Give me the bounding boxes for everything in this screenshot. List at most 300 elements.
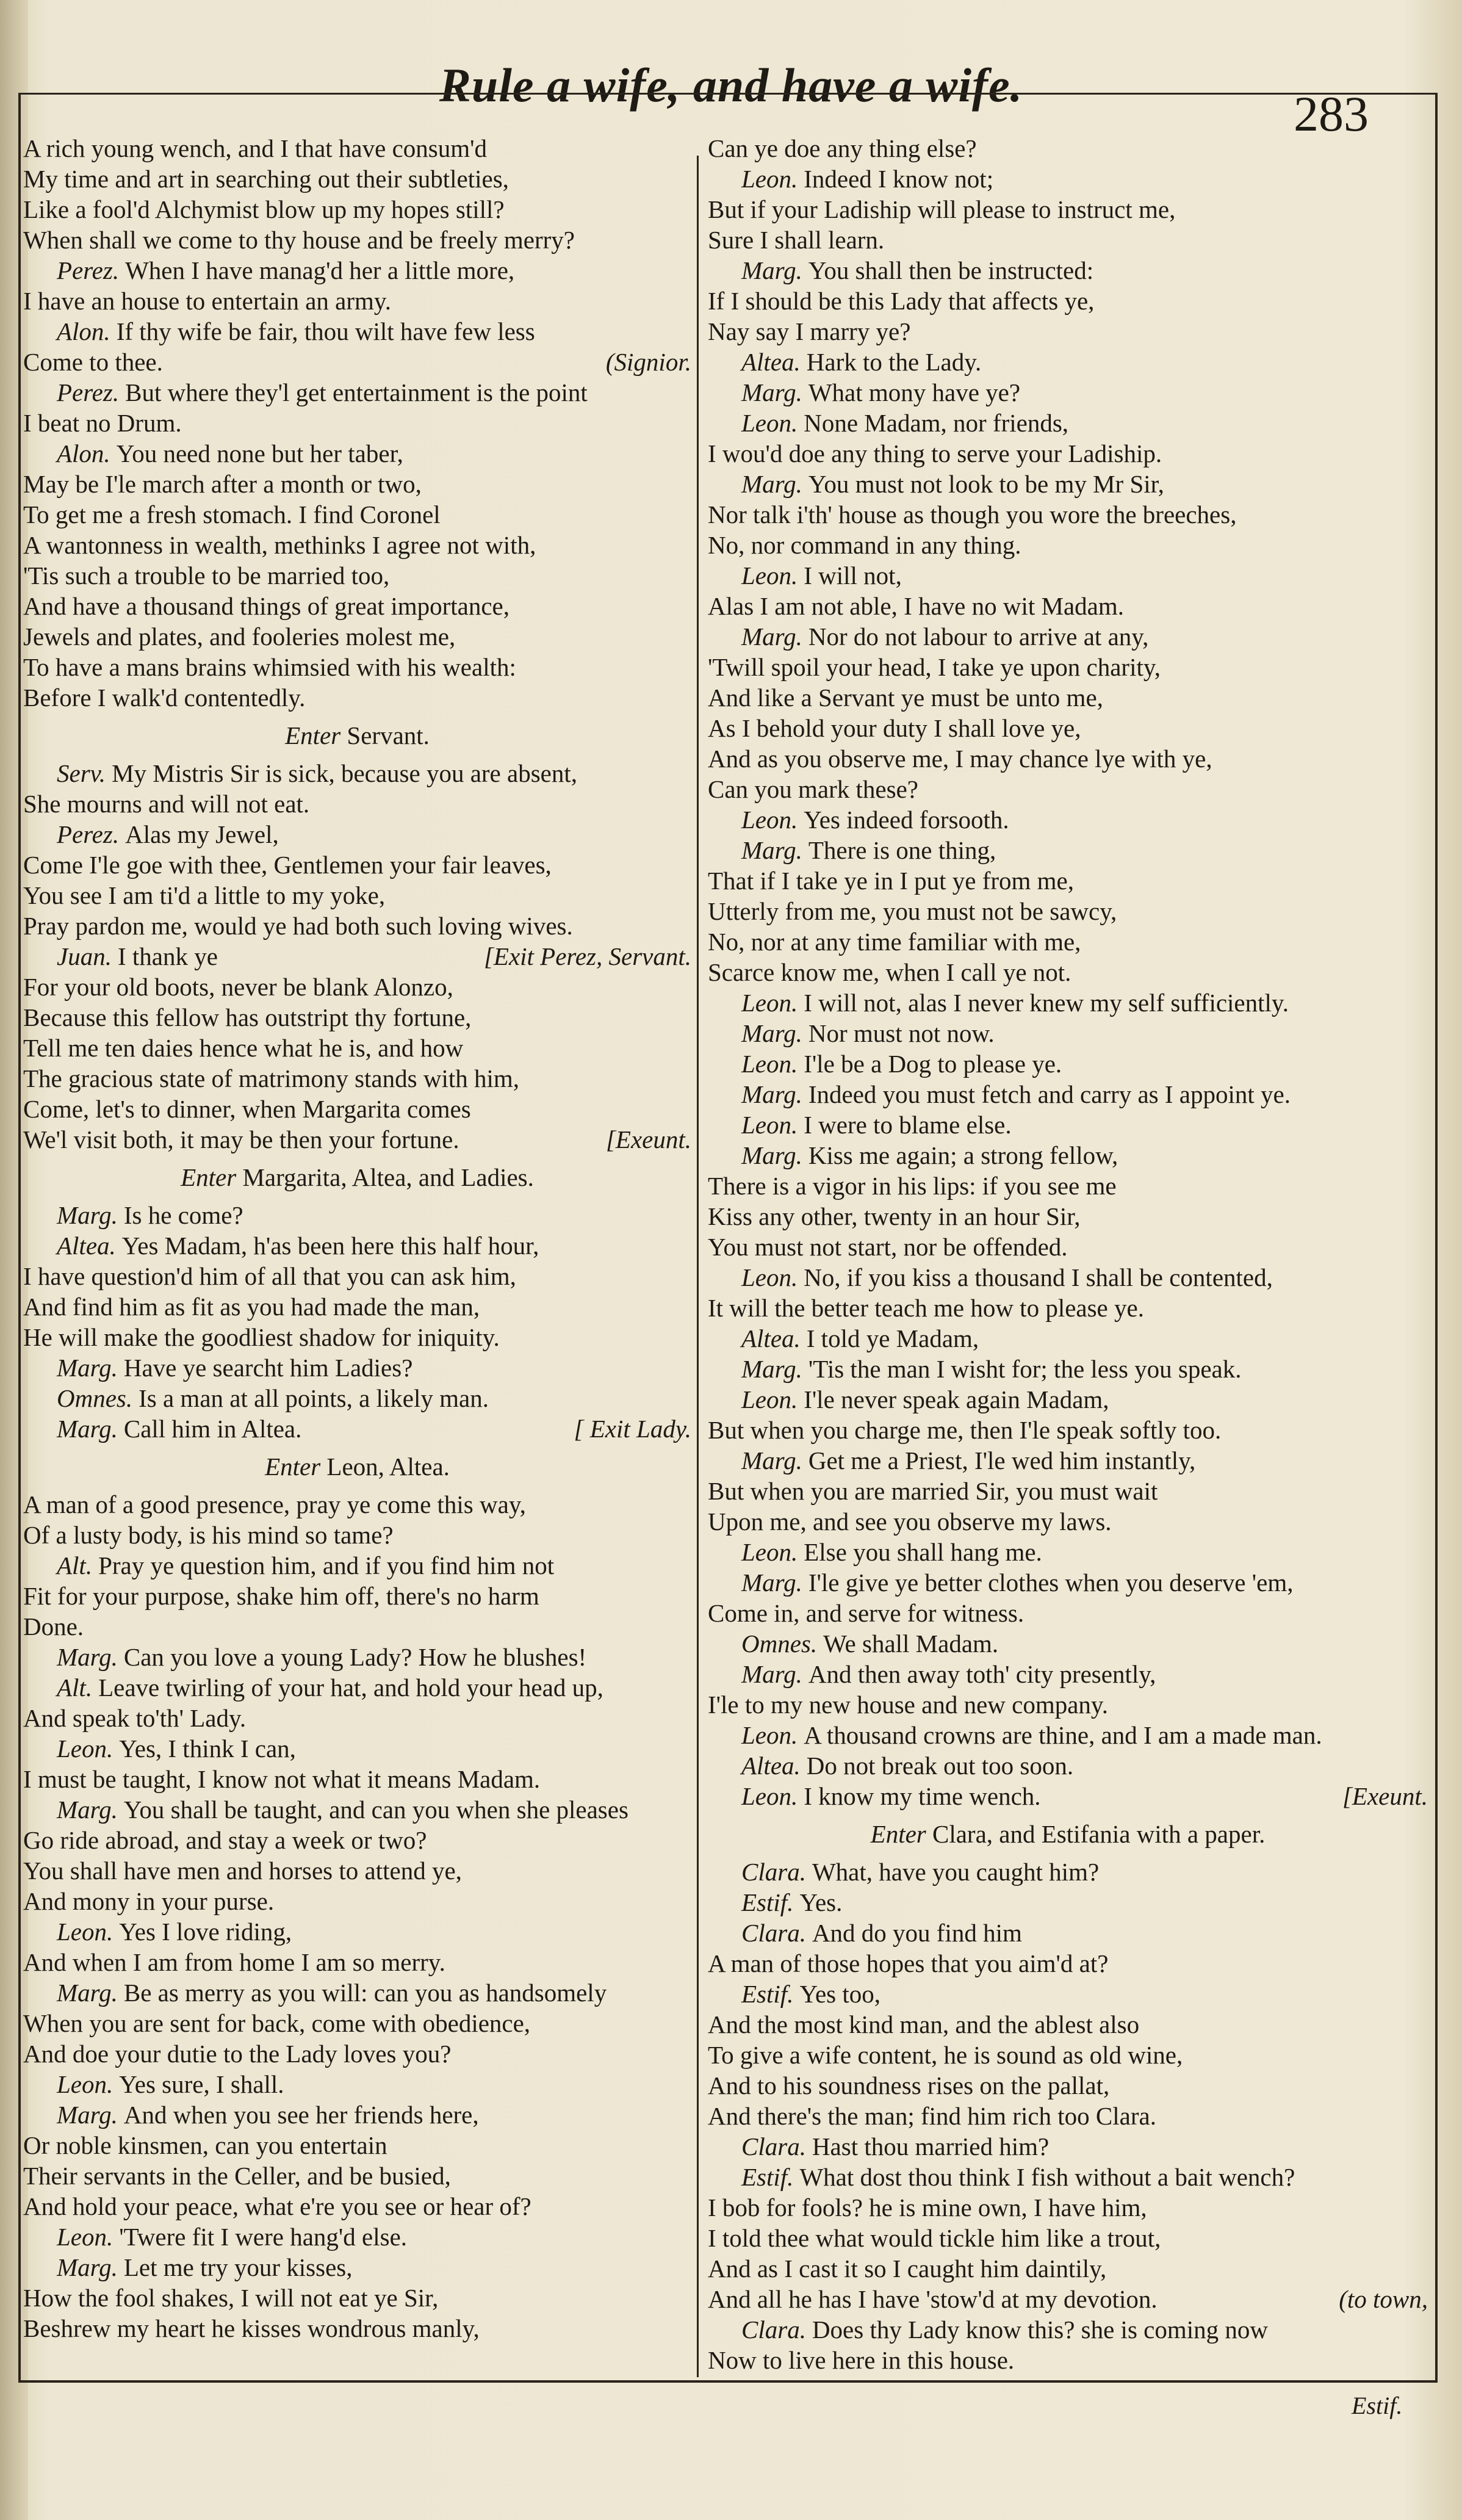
verse-line [23, 1550, 691, 1581]
line-text: Call him in Altea. [123, 1415, 302, 1443]
line-text: Does thy Lady know this? she is coming now [812, 2316, 1268, 2344]
speaker-name: Marg. [741, 836, 802, 864]
verse-line [23, 1261, 691, 1291]
speaker-name: Clara. [741, 1858, 806, 1886]
speaker-name: Marg. [57, 2253, 118, 2281]
line-text: And all he has I have 'stow'd at my devotion. [708, 2285, 1158, 2313]
line-text: What mony have ye? [808, 378, 1021, 406]
verse-line [23, 1322, 691, 1352]
verse-line [708, 2101, 1428, 2131]
verse-line [708, 1689, 1428, 1720]
verse-line [23, 255, 691, 286]
verse-line [708, 2284, 1428, 2314]
line-text: But when you charge me, then I'le speak softly too. [708, 1416, 1222, 1444]
verse-line [23, 316, 691, 347]
stage-direction [23, 720, 691, 751]
verse-line [23, 2161, 691, 2191]
right-direction: [Exeunt. [605, 1125, 691, 1153]
speaker-name: Leon. [57, 1918, 113, 1946]
line-text: But if your Ladiship will please to instruct me, [708, 195, 1176, 223]
verse-line [23, 1124, 691, 1155]
verse-line [708, 286, 1428, 316]
verse-line [23, 880, 691, 911]
verse-line [23, 2038, 691, 2069]
verse-line [708, 408, 1428, 438]
line-text: 'Tis such a trouble to be married too, [23, 561, 390, 590]
verse-line [708, 2345, 1428, 2375]
line-text: None Madam, nor friends, [804, 409, 1069, 437]
left-column [23, 133, 691, 2344]
line-text: And mony in your purse. [23, 1887, 275, 1915]
speaker-name: Leon. [741, 989, 798, 1017]
line-text: No, nor at any time familiar with me, [708, 928, 1081, 956]
speaker-name: Altea. [57, 1232, 116, 1260]
verse-line [23, 1063, 691, 1094]
line-text: Hast thou married him? [812, 2132, 1050, 2161]
verse-line [23, 1947, 691, 1977]
speaker-name: Marg. [741, 378, 802, 406]
verse-line [23, 408, 691, 438]
line-text: To get me a fresh stomach. I find Coronel [23, 500, 441, 529]
line-text: 'Tis the man I wisht for; the less you speak. [808, 1355, 1242, 1383]
verse-line [23, 133, 691, 164]
line-text: When I have manag'd her a little more, [125, 256, 515, 284]
verse-line [23, 1977, 691, 2008]
right-direction: [Exit Perez, Servant. [483, 942, 691, 970]
verse-line [708, 1781, 1428, 1811]
verse-line [23, 377, 691, 408]
line-text: Nor must not now. [808, 1019, 995, 1047]
verse-line [23, 1200, 691, 1230]
verse-line [23, 1672, 691, 1703]
speaker-name: Marg. [57, 1354, 118, 1382]
verse-line [708, 1537, 1428, 1567]
line-text: Come I'le goe with thee, Gentlemen your fair leaves, [23, 851, 552, 879]
verse-line [708, 2314, 1428, 2345]
line-text: You shall be taught, and can you when she pleases [123, 1796, 628, 1824]
line-text: A rich young wench, and I that have consum'd [23, 134, 488, 162]
line-text: I wou'd doe any thing to serve your Ladiship. [708, 439, 1162, 468]
line-text: And as I cast it so I caught him daintily, [708, 2255, 1107, 2283]
verse-line [23, 1520, 691, 1550]
verse-line [708, 896, 1428, 926]
verse-line [23, 1611, 691, 1642]
verse-line [23, 1291, 691, 1322]
verse-line [708, 316, 1428, 347]
speaker-name: Leon. [741, 409, 798, 437]
verse-line [708, 1201, 1428, 1232]
line-text: I have an house to entertain an army. [23, 287, 391, 315]
line-text: Yes. [799, 1888, 843, 1916]
speaker-name: Leon. [741, 1111, 798, 1139]
verse-line [708, 1262, 1428, 1293]
speaker-name: Clara. [741, 1919, 806, 1947]
line-text: Beshrew my heart he kisses wondrous manly, [23, 2314, 480, 2342]
speaker-name: Perez. [57, 820, 120, 848]
line-text: But when you are married Sir, you must wait [708, 1477, 1158, 1505]
speaker-name: Leon. [57, 2070, 113, 2098]
verse-line [708, 2009, 1428, 2040]
line-text: When shall we come to thy house and be freely merry? [23, 226, 575, 254]
line-text: That if I take ye in I put ye from me, [708, 867, 1074, 895]
verse-line [23, 591, 691, 621]
verse-line [708, 835, 1428, 865]
verse-line [23, 2130, 691, 2161]
line-text: And when you see her friends here, [123, 2101, 479, 2129]
line-text: I'le to my new house and new company. [708, 1691, 1108, 1719]
line-text: Indeed I know not; [804, 165, 994, 193]
verse-line [708, 1598, 1428, 1628]
verse-line [708, 2070, 1428, 2101]
verse-line [708, 1476, 1428, 1506]
line-text: But where they'l get entertainment is the point [125, 378, 588, 406]
verse-line [708, 2131, 1428, 2162]
speaker-name: Marg. [57, 2101, 118, 2129]
verse-line [708, 1887, 1428, 1918]
speaker-name: Estif. [741, 1980, 794, 2008]
verse-line [23, 911, 691, 941]
line-text: Upon me, and see you observe my laws. [708, 1507, 1112, 1536]
verse-line [708, 987, 1428, 1018]
verse-line [708, 1079, 1428, 1110]
verse-line [23, 758, 691, 789]
line-text: A wantonness in wealth, methinks I agree not with, [23, 531, 536, 559]
line-text: Can you love a young Lady? How he blushes! [123, 1643, 587, 1671]
line-text: Margarita, Altea, and Ladies. [242, 1163, 534, 1191]
verse-line [23, 1825, 691, 1855]
speaker-name: Alt. [57, 1551, 93, 1580]
verse-line [23, 499, 691, 530]
speaker-name: Perez. [57, 378, 120, 406]
verse-line [708, 225, 1428, 255]
line-text: Leave twirling of your hat, and hold your head up, [98, 1673, 603, 1702]
line-text: Get me a Priest, I'le wed him instantly, [808, 1446, 1196, 1475]
verse-line [23, 560, 691, 591]
line-text: I told ye Madam, [806, 1324, 979, 1352]
speaker-name: Marg. [741, 1660, 802, 1688]
line-text: Yes indeed forsooth. [804, 806, 1009, 834]
stage-direction [708, 1819, 1428, 1849]
line-text: For your old boots, never be blank Alonzo, [23, 973, 453, 1001]
catchword: Estif. [1352, 2392, 1403, 2419]
line-text: Go ride abroad, and stay a week or two? [23, 1826, 427, 1854]
line-text: Yes, I think I can, [119, 1735, 296, 1763]
speaker-name: Marg. [741, 1019, 802, 1047]
speaker-name: Leon. [741, 1721, 798, 1749]
verse-line [708, 255, 1428, 286]
stage-enter: Enter [265, 1453, 321, 1481]
speaker-name: Leon. [741, 1782, 798, 1810]
right-column [708, 133, 1428, 2375]
speaker-name: Leon. [741, 806, 798, 834]
line-text: Come in, and serve for witness. [708, 1599, 1024, 1627]
line-text: My time and art in searching out their subtleties, [23, 165, 509, 193]
line-text: If I should be this Lady that affects ye, [708, 287, 1095, 315]
speaker-name: Marg. [57, 1415, 118, 1443]
verse-line [708, 164, 1428, 194]
line-text: And do you find him [812, 1919, 1022, 1947]
line-text: I'le give ye better clothes when you deserve 'em, [808, 1569, 1294, 1597]
line-text: Sure I shall learn. [708, 226, 885, 254]
verse-line [708, 1293, 1428, 1323]
verse-line [708, 652, 1428, 682]
speaker-name: Marg. [741, 623, 802, 651]
verse-line [708, 133, 1428, 164]
line-text: You need none but her taber, [116, 439, 403, 468]
line-text: You shall then be instructed: [808, 256, 1094, 284]
speaker-name: Marg. [741, 1569, 802, 1597]
verse-line [708, 743, 1428, 774]
line-text: Before I walk'd contentedly. [23, 684, 306, 712]
line-text: No, nor command in any thing. [708, 531, 1021, 559]
speaker-name: Altea. [741, 1752, 801, 1780]
line-text: Servant. [347, 721, 430, 749]
speaker-name: Leon. [741, 561, 798, 590]
verse-line [708, 1049, 1428, 1079]
line-text: Yes sure, I shall. [119, 2070, 284, 2098]
line-text: We'l visit both, it may be then your fortune. [23, 1125, 459, 1153]
verse-line [708, 560, 1428, 591]
speaker-name: Marg. [741, 1355, 802, 1383]
verse-line [708, 194, 1428, 225]
line-text: And when I am from home I am so merry. [23, 1948, 445, 1976]
line-text: Kiss me again; a strong fellow, [808, 1141, 1118, 1169]
verse-line [23, 621, 691, 652]
verse-line [23, 1886, 691, 1916]
verse-line [708, 438, 1428, 469]
verse-line [23, 682, 691, 713]
speaker-name: Juan. [57, 942, 112, 970]
right-direction: (Signior. [605, 348, 691, 376]
verse-line [23, 2069, 691, 2099]
verse-line [708, 377, 1428, 408]
verse-line [708, 1720, 1428, 1750]
verse-line [23, 1581, 691, 1611]
verse-line [23, 2313, 691, 2344]
verse-line [708, 591, 1428, 621]
line-text: I must be taught, I know not what it means Madam. [23, 1765, 541, 1793]
verse-line [23, 1855, 691, 1886]
verse-line [23, 1764, 691, 1794]
line-text: Alas I am not able, I have no wit Madam. [708, 592, 1125, 620]
line-text: And then away toth' city presently, [808, 1660, 1156, 1688]
verse-line [708, 1506, 1428, 1537]
line-text: Pray ye question him, and if you find him not [98, 1551, 555, 1580]
verse-line [23, 1703, 691, 1733]
line-text: To have a mans brains whimsied with his wealth: [23, 653, 516, 681]
line-text: Else you shall hang me. [804, 1538, 1042, 1566]
line-text: And there's the man; find him rich too Clara. [708, 2102, 1156, 2130]
speaker-name: Marg. [741, 256, 802, 284]
line-text: To give a wife content, he is sound as old wine, [708, 2041, 1183, 2069]
verse-line [708, 1354, 1428, 1384]
verse-line [23, 819, 691, 850]
speaker-name: Marg. [57, 1979, 118, 2007]
line-text: A thousand crowns are thine, and I am a made man. [804, 1721, 1322, 1749]
verse-line [708, 2162, 1428, 2192]
line-text: We shall Madam. [823, 1630, 999, 1658]
verse-line [708, 1918, 1428, 1948]
line-text: There is one thing, [808, 836, 996, 864]
line-text: Nay say I marry ye? [708, 317, 911, 345]
line-text: 'Twill spoil your head, I take ye upon charity, [708, 653, 1161, 681]
stage-direction [23, 1451, 691, 1482]
speaker-name: Leon. [57, 1735, 113, 1763]
speaker-name: Marg. [741, 1446, 802, 1475]
verse-line [708, 2253, 1428, 2284]
speaker-name: Altea. [741, 348, 801, 376]
speaker-name: Marg. [741, 1141, 802, 1169]
verse-line [708, 1171, 1428, 1201]
speaker-name: Clara. [741, 2132, 806, 2161]
line-text: Their servants in the Celler, and be busied, [23, 2162, 451, 2190]
line-text: Yes Madam, h'as been here this half hour, [121, 1232, 539, 1260]
verse-line [708, 2040, 1428, 2070]
speaker-name: Marg. [57, 1201, 118, 1229]
line-text: What dost thou think I fish without a bait wench? [799, 2163, 1295, 2191]
speaker-name: Alon. [57, 317, 110, 345]
line-text: What, have you caught him? [812, 1858, 1100, 1886]
verse-line [23, 2008, 691, 2038]
line-text: And find him as fit as you had made the man, [23, 1293, 480, 1321]
line-text: Utterly from me, you must not be sawcy, [708, 897, 1117, 925]
line-text: Yes too, [799, 1980, 880, 2008]
verse-line [708, 865, 1428, 896]
line-text: Be as merry as you will: can you as handsomely [123, 1979, 607, 2007]
line-text: I thank ye [117, 942, 218, 970]
stage-direction [23, 1162, 691, 1193]
speaker-name: Alt. [57, 1673, 93, 1702]
verse-line [23, 1642, 691, 1672]
verse-line [23, 941, 691, 972]
line-text: Pray pardon me, would ye had both such loving wives. [23, 912, 573, 940]
speaker-name: Altea. [741, 1324, 801, 1352]
line-text: Can ye doe any thing else? [708, 134, 977, 162]
line-text: Clara, and Estifania with a paper. [932, 1820, 1266, 1848]
line-text: Hark to the Lady. [806, 348, 982, 376]
verse-line [23, 1094, 691, 1124]
line-text: And doe your dutie to the Lady loves you? [23, 2040, 452, 2068]
line-text: He will make the goodliest shadow for iniquity. [23, 1323, 500, 1351]
verse-line [23, 1489, 691, 1520]
line-text: Now to live here in this house. [708, 2346, 1015, 2374]
verse-line [23, 1002, 691, 1033]
verse-line [23, 1733, 691, 1764]
line-text: Is a man at all points, a likely man. [139, 1384, 489, 1412]
verse-line [708, 804, 1428, 835]
line-text: I will not, [804, 561, 902, 590]
verse-line [23, 2191, 691, 2222]
line-text: Let me try your kisses, [123, 2253, 353, 2281]
line-text: I told thee what would tickle him like a trout, [708, 2224, 1161, 2252]
line-text: You see I am ti'd a little to my yoke, [23, 881, 386, 909]
line-text: Done. [23, 1612, 84, 1641]
verse-line [708, 682, 1428, 713]
speaker-name: Marg. [741, 470, 802, 498]
verse-line [23, 194, 691, 225]
line-text: It will the better teach me how to please ye. [708, 1294, 1144, 1322]
line-text: I bob for fools? he is mine own, I have him, [708, 2193, 1147, 2222]
line-text: Come, let's to dinner, when Margarita comes [23, 1095, 471, 1123]
verse-line [23, 2222, 691, 2252]
verse-line [23, 1352, 691, 1383]
line-text: You must not look to be my Mr Sir, [808, 470, 1164, 498]
verse-line [23, 286, 691, 316]
verse-line [708, 469, 1428, 499]
verse-line [708, 1567, 1428, 1598]
verse-line [708, 1140, 1428, 1171]
line-text: No, if you kiss a thousand I shall be contented, [804, 1263, 1273, 1291]
line-text: Tell me ten daies hence what he is, and how [23, 1034, 464, 1062]
line-text: Indeed you must fetch and carry as I appoint ye. [808, 1080, 1291, 1108]
speaker-name: Leon. [741, 1538, 798, 1566]
verse-line [708, 1979, 1428, 2009]
verse-line [708, 347, 1428, 377]
verse-line [23, 1794, 691, 1825]
line-text: Because this fellow has outstript thy fortune, [23, 1003, 472, 1031]
verse-line [708, 1323, 1428, 1354]
speaker-name: Perez. [57, 256, 120, 284]
verse-line [23, 347, 691, 377]
verse-line [708, 1857, 1428, 1887]
right-direction: [ Exit Lady. [574, 1415, 691, 1443]
line-text: When you are sent for back, come with obedience, [23, 2009, 531, 2037]
line-text: You must not start, nor be offended. [708, 1233, 1068, 1261]
verse-line [23, 530, 691, 560]
line-text: Yes I love riding, [119, 1918, 292, 1946]
speaker-name: Omnes. [57, 1384, 133, 1412]
line-text: I'le never speak again Madam, [804, 1385, 1109, 1413]
line-text: A man of those hopes that you aim'd at? [708, 1949, 1109, 1977]
line-text: My Mistris Sir is sick, because you are absent, [112, 759, 577, 787]
line-text: There is a vigor in his lips: if you see me [708, 1172, 1117, 1200]
verse-line [23, 1916, 691, 1947]
verse-line [23, 2283, 691, 2313]
verse-line [708, 621, 1428, 652]
line-text: Like a fool'd Alchymist blow up my hopes still? [23, 195, 505, 223]
running-title: Rule a wife, and have a wife. [439, 59, 1023, 112]
verse-line [23, 789, 691, 819]
speaker-name: Leon. [741, 1385, 798, 1413]
speaker-name: Serv. [57, 759, 106, 787]
verse-line [708, 2223, 1428, 2253]
verse-line [708, 1415, 1428, 1445]
speaker-name: Clara. [741, 2316, 806, 2344]
line-text: I know my time wench. [804, 1782, 1041, 1810]
verse-line [23, 2099, 691, 2130]
line-text: A man of a good presence, pray ye come this way, [23, 1490, 526, 1518]
verse-line [23, 438, 691, 469]
line-text: Is he come? [123, 1201, 243, 1229]
verse-line [23, 1383, 691, 1413]
line-text: Nor do not labour to arrive at any, [808, 623, 1149, 651]
speaker-name: Marg. [57, 1796, 118, 1824]
speaker-name: Marg. [741, 1080, 802, 1108]
line-text: Alas my Jewel, [125, 820, 279, 848]
verse-line [708, 713, 1428, 743]
right-direction: [Exeunt. [1342, 1782, 1428, 1810]
line-text: How the fool shakes, I will not eat ye Sir, [23, 2284, 439, 2312]
stage-enter: Enter [870, 1820, 926, 1848]
verse-line [708, 1750, 1428, 1781]
line-text: And speak to'th' Lady. [23, 1704, 247, 1732]
verse-line [708, 1384, 1428, 1415]
right-direction: (to town, [1339, 2285, 1428, 2313]
verse-line [708, 1232, 1428, 1262]
line-text: Kiss any other, twenty in an hour Sir, [708, 1202, 1081, 1230]
speaker-name: Estif. [741, 1888, 794, 1916]
verse-line [708, 1445, 1428, 1476]
